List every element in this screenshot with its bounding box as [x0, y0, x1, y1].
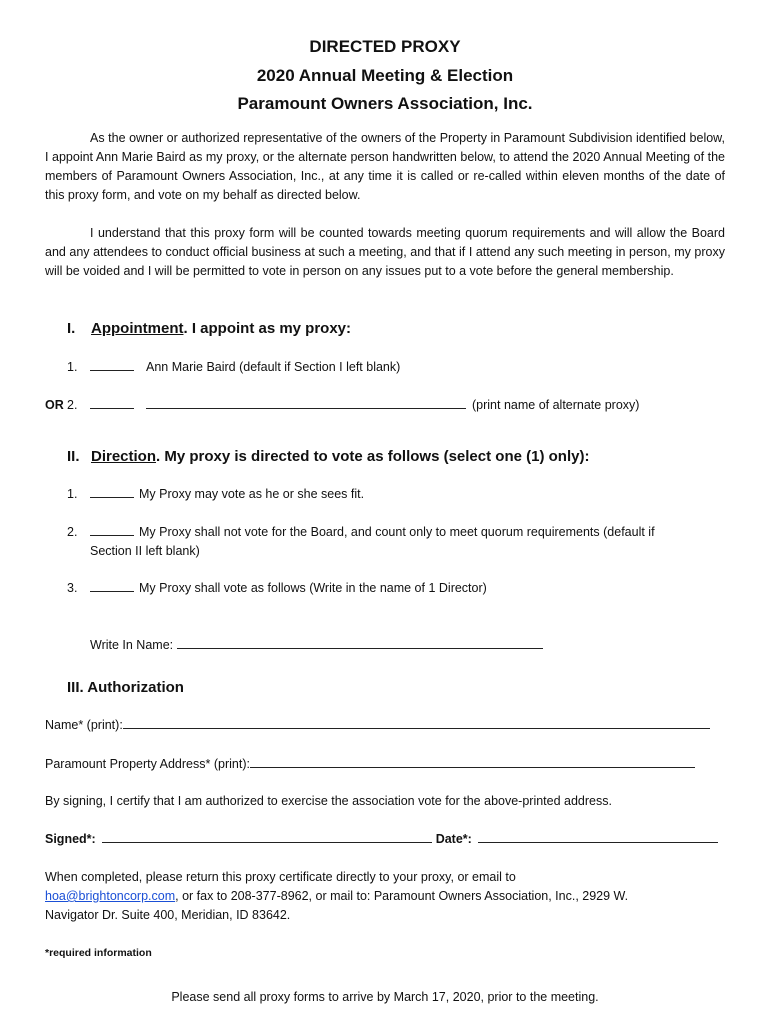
default-proxy-label: Ann Marie Baird (default if Section I left blank) — [146, 360, 401, 374]
direction-option-2 — [45, 523, 725, 542]
return-line-2-rest: , or fax to 208-377-8962, or mail to: Paramount Owners Association, Inc., 2929 W. — [175, 889, 629, 903]
address-field[interactable] — [250, 755, 695, 768]
form-title — [45, 33, 725, 119]
section-title-rest: . My proxy is directed to vote as follows (select one (1) only): — [156, 448, 590, 465]
write-in-label: Write In Name: — [90, 638, 174, 652]
name-label: Name* (print): — [45, 718, 123, 732]
alternate-proxy-label: (print name of alternate proxy) — [472, 398, 640, 412]
section-appointment-heading — [67, 319, 351, 338]
direction-option-3-label: My Proxy shall vote as follows (Write in the name of 1 Director) — [139, 581, 487, 595]
item-number: 2. — [67, 398, 78, 412]
item-number: 3. — [67, 581, 78, 595]
section-number: I. — [67, 320, 76, 337]
date-field[interactable] — [478, 830, 718, 843]
intro-paragraph-1: As the owner or authorized representative of the owners of the Property in Paramount Subdivision identified below, I appoint Ann Marie Baird as my proxy, or the alternate person handwritten below, to attend the 2020 Annual Meeting of the members of Paramount Owners Association, Inc., at any time it is called or re-called within eleven months of the date of this proxy form, and vote on my behalf as directed below. — [45, 131, 725, 202]
return-instructions — [45, 868, 725, 925]
write-in-row — [90, 636, 770, 655]
section-title-underlined: Appointment — [91, 320, 184, 337]
item-number: 1. — [67, 360, 78, 374]
title-line-1: DIRECTED PROXY — [309, 37, 461, 56]
direction-option-2-label: My Proxy shall not vote for the Board, and count only to meet quorum requirements (default if — [139, 525, 655, 539]
certify-statement: By signing, I certify that I am authorized to exercise the association vote for the above-printed address. — [45, 794, 612, 808]
or-label: OR — [45, 398, 64, 412]
section-title-rest: . I appoint as my proxy: — [183, 320, 352, 337]
section-direction-heading — [67, 447, 589, 466]
direction-option-1-label: My Proxy may vote as he or she sees fit. — [139, 487, 365, 501]
required-note: *required information — [45, 947, 152, 959]
section-title-underlined: Direction — [91, 448, 157, 465]
title-line-2: 2020 Annual Meeting & Election — [256, 65, 514, 85]
item-number: 2. — [67, 525, 78, 539]
appointment-option-2 — [45, 396, 725, 415]
return-line-1: When completed, please return this proxy certificate directly to your proxy, or email to — [45, 870, 516, 884]
direction-option-2-continued: Section II left blank) — [90, 544, 200, 558]
section-authorization-heading: III. Authorization — [67, 679, 184, 696]
name-field[interactable] — [123, 716, 710, 729]
footer-note: Please send all proxy forms to arrive by March 17, 2020, prior to the meeting. — [171, 990, 599, 1004]
name-row — [45, 716, 725, 735]
signature-field[interactable] — [102, 830, 432, 843]
address-label: Paramount Property Address* (print): — [45, 757, 250, 771]
signature-row — [45, 830, 725, 849]
section-number: II. — [67, 448, 80, 465]
intro-paragraph-2: I understand that this proxy form will be counted towards meeting quorum requirements and will allow the Board and any attendees to conduct official business at such a meeting, and that if I attend any such meeting in person, my proxy will be voided and I will be permitted to vote in person on any issues put to a vote before the general membership. — [45, 226, 725, 278]
checkmark-blank-2[interactable] — [90, 396, 134, 409]
date-label: Date*: — [435, 832, 472, 846]
direction-option-3 — [45, 579, 725, 598]
item-number: 1. — [67, 487, 78, 501]
return-line-2 — [45, 887, 725, 906]
appointment-option-1 — [45, 358, 725, 377]
write-in-name-field[interactable] — [177, 636, 543, 649]
signed-label: Signed*: — [45, 832, 96, 846]
direction-blank-2[interactable] — [90, 523, 134, 536]
direction-option-1 — [45, 485, 725, 504]
direction-blank-3[interactable] — [90, 579, 134, 592]
title-line-3: Paramount Owners Association, Inc. — [237, 94, 533, 113]
email-link[interactable]: hoa@brightoncorp.com — [45, 889, 176, 903]
return-line-3: Navigator Dr. Suite 400, Meridian, ID 83642. — [45, 908, 291, 922]
checkmark-blank-1[interactable] — [90, 358, 134, 371]
direction-blank-1[interactable] — [90, 485, 134, 498]
address-row — [45, 755, 725, 774]
alternate-proxy-name-field[interactable] — [146, 396, 466, 409]
